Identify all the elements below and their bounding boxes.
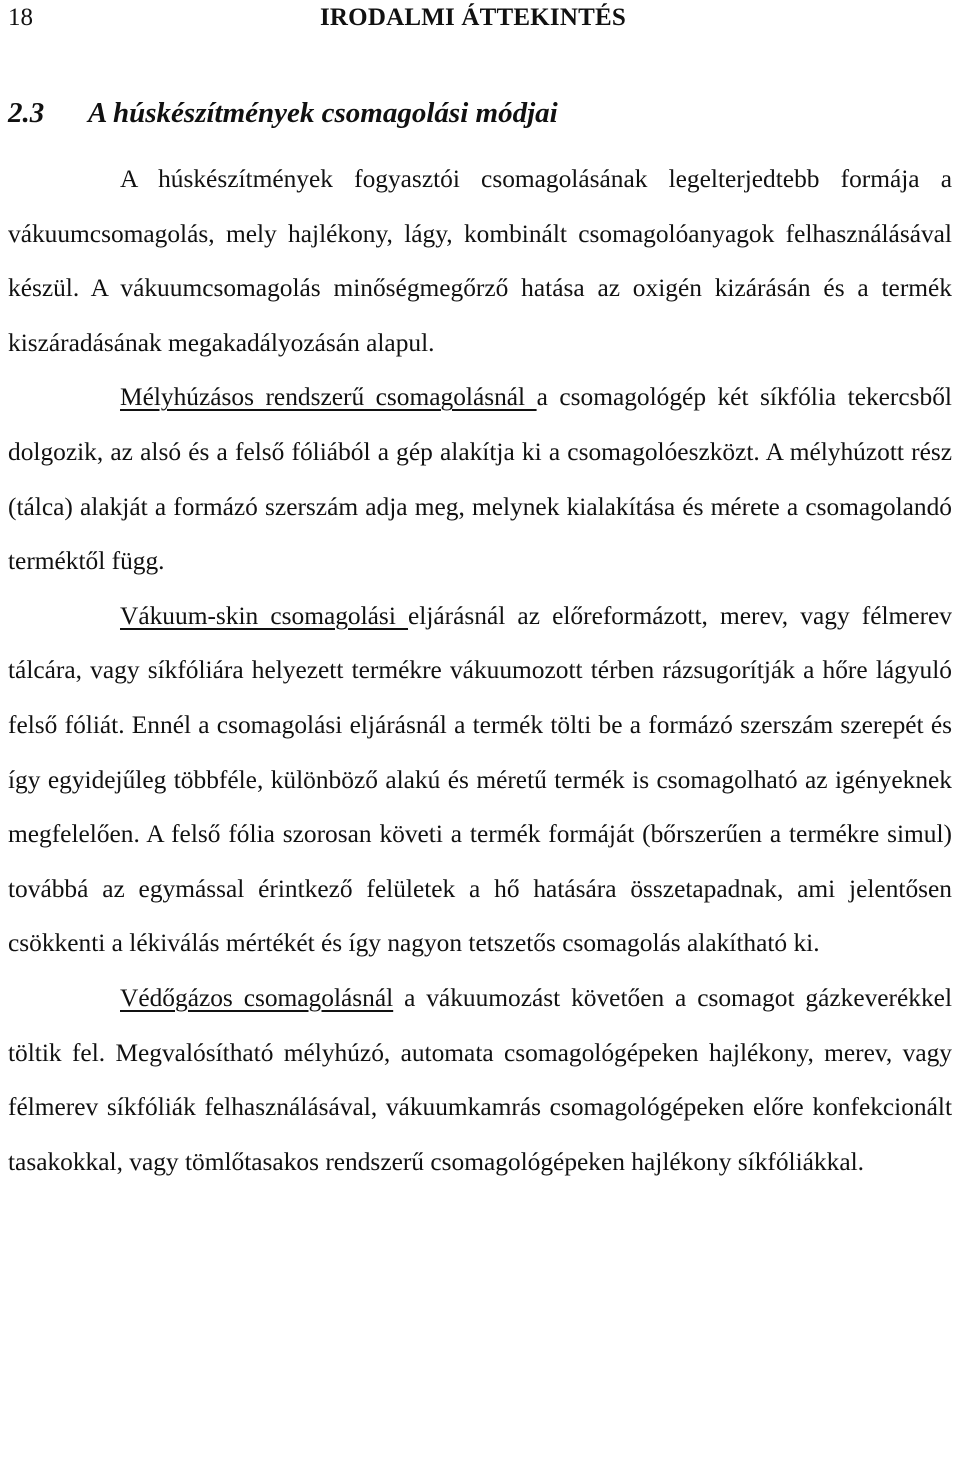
paragraph-text: a vákuumozást követően a csomagot gázkeverékkel töltik fel. Megvalósítható mélyhúzó, automata csomagológépeken hajlékony, merev, vagy félmerev síkfóliák felhasználásával, vákuumkamrás csomagológépeken előre konfekcionált tasakokkal, vagy tömlőtasakos rendszerű csomagológépeken hajlékony síkfóliákkal. [8, 983, 952, 1176]
paragraph-vacuum-packaging [8, 152, 952, 370]
paragraph-vacuum-skin [8, 589, 952, 971]
paragraph-lead-term: Védőgázos csomagolásnál [120, 983, 394, 1012]
running-title: IRODALMI ÁTTEKINTÉS [320, 4, 626, 31]
page-number: 18 [8, 4, 33, 31]
section-title: A húskészítmények csomagolási módjai [88, 97, 558, 129]
paragraph-text: a csomagológép két síkfólia tekercsből dolgozik, az alsó és a felső fóliából a gép alakítja ki a csomagolóeszközt. A mélyhúzott rész (tálca) alakját a formázó szerszám adja meg, melynek kialakítása és mérete a csomagolandó terméktől függ. [8, 383, 952, 576]
section-heading [8, 44, 952, 152]
paragraph-lead-term: Mélyhúzásos rendszerű csomagolásnál [120, 383, 537, 412]
running-header [8, 0, 952, 44]
paragraph-text: A húskészítmények fogyasztói csomagolásának legelterjedtebb formája a vákuumcsomagolás, mely hajlékony, lágy, kombinált csomagolóanyagok felhasználásával készül. A vákuumcsomagolás minőségmegőrző hatása az oxigén kizárásán és a termék kiszáradásának megakadályozásán alapul. [8, 165, 952, 357]
paragraph-deep-drawing [8, 370, 952, 588]
document-page [8, 0, 952, 1189]
paragraph-text: eljárásnál az előreformázott, merev, vagy félmerev tálcára, vagy síkfóliára helyezett termékre vákuumozott térben rázsugorítják a hőre lágyuló felső fóliát. Ennél a csomagolási eljárásnál a termék tölti be a formázó szerszám szerepét és így egyidejűleg többféle, különböző alakú és méretű termék is csomagolható az igényeknek megfelelően. A felső fólia szorosan követi a termék formáját (bőrszerűen a termékre simul) továbbá az egymással érintkező felületek a hő hatására összetapadnak, ami jelentősen csökkenti a lékiválás mértékét és így nagyon tetszetős csomagolás alakítható ki. [8, 601, 952, 958]
paragraph-protective-gas [8, 971, 952, 1189]
section-number: 2.3 [8, 97, 45, 129]
paragraph-lead-term: Vákuum-skin csomagolási [120, 601, 409, 630]
